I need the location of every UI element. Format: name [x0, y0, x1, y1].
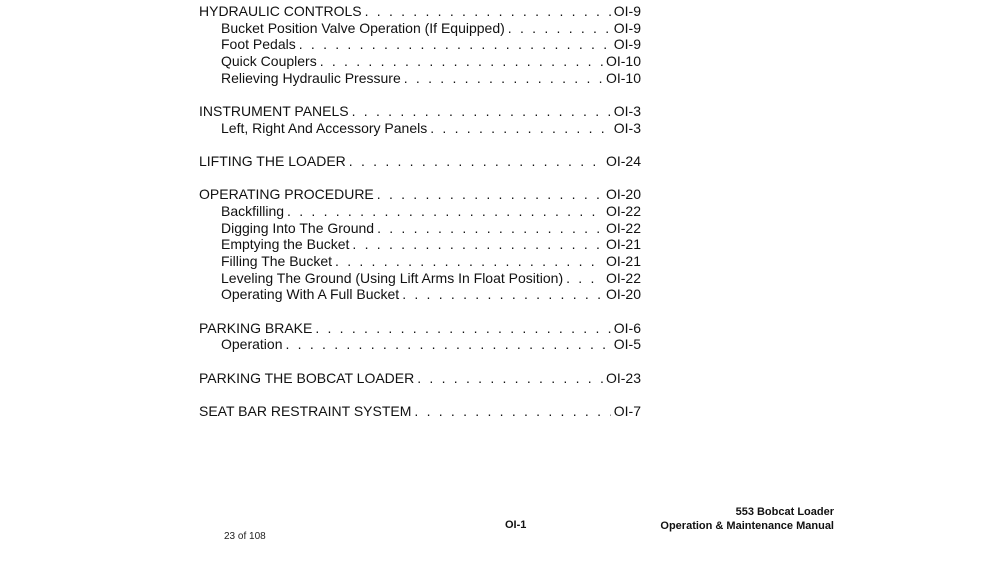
toc-subentry — [199, 20, 641, 37]
toc-entry-title: Foot Pedals — [221, 36, 296, 53]
dot-leader — [285, 336, 610, 353]
table-of-contents — [199, 3, 641, 436]
dot-leader — [414, 403, 610, 420]
dot-leader — [349, 153, 603, 170]
dot-leader — [404, 70, 603, 87]
toc-entry-title: Backfilling — [221, 202, 285, 219]
dot-leader — [566, 270, 603, 287]
toc-subentry — [199, 70, 641, 87]
toc-entry-page: OI-9 — [613, 36, 641, 53]
toc-entry — [199, 153, 641, 170]
dot-leader — [377, 186, 603, 203]
toc-group-hydraulic-controls — [199, 3, 641, 86]
toc-entry-title: Left, Right And Accessory Panels — [221, 119, 428, 136]
dot-leader — [287, 203, 603, 220]
dot-leader — [402, 286, 603, 303]
toc-entry-title: LIFTING THE LOADER — [199, 153, 346, 169]
toc-subentry — [199, 53, 641, 70]
toc-entry-page: OI-10 — [605, 69, 641, 86]
manual-title — [660, 505, 834, 533]
toc-entry-title: Operating With A Full Bucket — [221, 286, 400, 303]
toc-subentry — [199, 270, 641, 287]
toc-entry-page: OI-24 — [605, 153, 641, 169]
toc-entry-page: OI-9 — [613, 19, 641, 36]
toc-entry-page: OI-23 — [605, 369, 641, 386]
toc-entry — [199, 186, 641, 203]
manual-title-line1: 553 Bobcat Loader — [735, 506, 834, 518]
toc-group-parking-the-bobcat-loader — [199, 370, 641, 387]
toc-entry — [199, 370, 641, 387]
toc-entry-title: Leveling The Ground (Using Lift Arms In Float Position) — [221, 269, 564, 286]
toc-subentry — [199, 336, 641, 353]
toc-group-parking-brake — [199, 320, 641, 353]
dot-leader — [508, 20, 611, 37]
toc-entry-page: OI-20 — [605, 186, 641, 203]
toc-entry-title: Relieving Hydraulic Pressure — [221, 69, 401, 86]
toc-entry — [199, 103, 641, 120]
dot-leader — [299, 36, 611, 53]
toc-entry-title: SEAT BAR RESTRAINT SYSTEM — [199, 402, 412, 419]
toc-entry-page: OI-22 — [605, 202, 641, 219]
page-counter: 23 of 108 — [224, 531, 266, 542]
toc-group-operating-procedure — [199, 186, 641, 303]
toc-entry-page: OI-22 — [605, 219, 641, 236]
toc-entry — [199, 320, 641, 337]
toc-subentry — [199, 286, 641, 303]
dot-leader — [417, 370, 603, 387]
toc-subentry — [199, 203, 641, 220]
toc-entry-title: Quick Couplers — [221, 53, 317, 70]
dot-leader — [365, 3, 611, 20]
toc-entry — [199, 403, 641, 420]
toc-entry-page: OI-21 — [605, 253, 641, 270]
toc-entry-title: Emptying the Bucket — [221, 236, 350, 253]
toc-subentry — [199, 36, 641, 53]
toc-entry-title: OPERATING PROCEDURE — [199, 186, 374, 203]
toc-entry-page: OI-21 — [605, 236, 641, 253]
toc-entry-title: Operation — [221, 336, 283, 353]
toc-subentry — [199, 220, 641, 237]
toc-subentry — [199, 236, 641, 253]
toc-group-lifting-the-loader — [199, 153, 641, 170]
toc-entry-page: OI-3 — [613, 119, 641, 136]
toc-entry-title: Bucket Position Valve Operation (If Equipped) — [221, 19, 505, 36]
dot-leader — [315, 320, 610, 337]
toc-entry-title: INSTRUMENT PANELS — [199, 103, 349, 120]
toc-entry-title: PARKING BRAKE — [199, 319, 313, 336]
dot-leader — [352, 236, 603, 253]
toc-subentry — [199, 120, 641, 137]
toc-subentry — [199, 253, 641, 270]
toc-entry-page: OI-10 — [605, 53, 641, 70]
toc-entry-page: OI-7 — [613, 402, 641, 419]
dot-leader — [335, 253, 603, 270]
manual-title-line2: Operation & Maintenance Manual — [660, 520, 834, 532]
toc-group-instrument-panels — [199, 103, 641, 136]
page-number: OI-1 — [505, 519, 527, 531]
toc-entry-page: OI-5 — [613, 336, 641, 353]
toc-entry-page: OI-9 — [613, 3, 641, 19]
toc-entry-page: OI-20 — [605, 286, 641, 303]
toc-entry — [199, 3, 641, 20]
dot-leader — [352, 103, 611, 120]
dot-leader — [377, 220, 603, 237]
toc-entry-page: OI-6 — [613, 319, 641, 336]
toc-entry-title: PARKING THE BOBCAT LOADER — [199, 369, 415, 386]
toc-entry-page: OI-3 — [613, 103, 641, 120]
dot-leader — [320, 53, 603, 70]
toc-entry-title: Digging Into The Ground — [221, 219, 375, 236]
toc-entry-title: Filling The Bucket — [221, 253, 333, 270]
dot-leader — [430, 120, 611, 137]
toc-entry-page: OI-22 — [605, 269, 641, 286]
toc-entry-title: HYDRAULIC CONTROLS — [199, 3, 362, 19]
toc-group-seat-bar-restraint-system — [199, 403, 641, 420]
